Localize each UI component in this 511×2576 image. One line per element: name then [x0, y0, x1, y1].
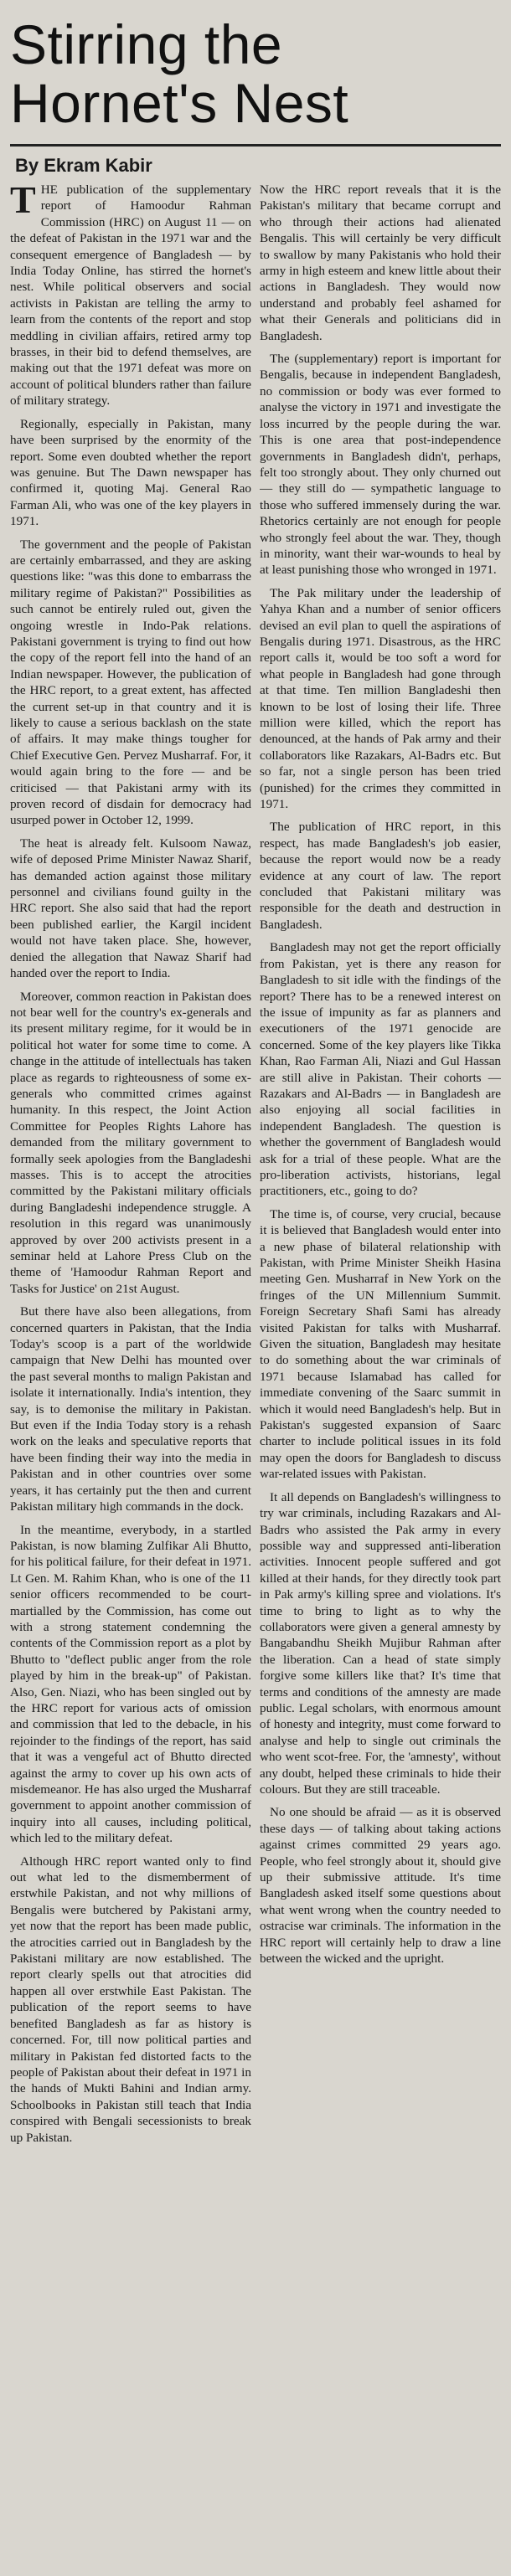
- article-paragraph: THE publication of the supplementary report of Hamoodur Rahman Commission (HRC) on August 11 — on the defeat of Pakistan in the 1971 war and the consequent emergence of Bangladesh — by India Today Online, has stirred the hornet's nest. While political observers and social activists in Pakistan are telling the army to learn from the contents of the report and stop meddling in civilian affairs, retired army top brasses, in their bid to defend themselves, are making out that the 1971 defeat was more on account of political blunders rather than failure of military strategy.: [10, 182, 251, 409]
- article-paragraph: Regionally, especially in Pakistan, many have been surprised by the enormity of the report. Some even doubted whether the report was genuine. But The Dawn newspaper has confirmed it, quoting Maj. General Rao Farman Ali, who was one of the key players in 1971.: [10, 416, 251, 529]
- article-paragraph: But there have also been allegations, from concerned quarters in Pakistan, that the India Today's scoop is a part of the worldwide campaign that New Delhi has mounted over the past several months to malign Pakistan and isolate it internationally. India's intention, they say, is to demonise the military in Pakistan. But even if the India Today story is a rehash work on the leaks and speculative reports that have been finding their way into the media in Pakistan and in other countries over some years, it has certainly put the then and current Pakistan military high commands in the dock.: [10, 1304, 251, 1514]
- drop-cap: T: [10, 182, 36, 221]
- article-paragraph: No one should be afraid — as it is observed these days — of talking about taking actions against crimes committed 29 years ago. People, who feel strongly about it, should give up their submissive attitude. It's time Bangladesh asked itself some questions about what went wrong when the country needed to ostracise war criminals. The information in the HRC report will certainly help to draw a line between the wicked and the upright.: [260, 1805, 501, 1967]
- byline-rule: [10, 144, 501, 147]
- article-paragraph: The government and the people of Pakistan are certainly embarrassed, and they are asking questions like: "was this done to embarrass the military regime of Pakistan?" Possibilities as such cannot be entirely ruled out, given the ongoing wrestle in Indo-Pak relations. Pakistani government is trying to find out how the copy of the report fell into the hand of an Indian newspaper. However, the publication of the HRC report, to a great extent, has affected the current set-up in that country and it is likely to cause a serious backlash on the state of affairs. It may make things tougher for Chief Executive Gen. Pervez Musharraf. For, it would again bring to the fore — and be criticised — that Pakistani army with its proven record of disdain for democracy had usurped power in October 12, 1999.: [10, 537, 251, 828]
- article-paragraph: Moreover, common reaction in Pakistan does not bear well for the country's ex-generals and its present military regime, for it would be in political hot water for some time to come. A change in the attitude of intellectuals has taken place as regards to righteousness of some ex-generals who committed crimes against humanity. In this respect, the Joint Action Committee for Peoples Rights Lahore has demanded from the military government to formally seek apologies from the Bangladeshi masses. This is to accept the atrocities committed by the Pakistani military officials during Bangladeshi independence struggle. A resolution in this regard was unanimously approved by over 200 activists present in a seminar held at Lahore Press Club on the theme of 'Hamoodur Rahman Report and Tasks for Justice' on 21st August.: [10, 989, 251, 1296]
- article-paragraph: The publication of HRC report, in this respect, has made Bangladesh's job easier, because the report would now be a ready evidence at any court of law. The report concluded that Pakistani military was responsible for the death and destruction in Bangladesh.: [260, 820, 501, 932]
- article-paragraph: In the meantime, everybody, in a startled Pakistan, is now blaming Zulfikar Ali Bhutto, for his political failure, for their defeat in 1971. Lt Gen. M. Rahim Khan, who is one of the 11 senior officers recommended to be court-martialled by the Commission, has come out with a strong statement condemning the contents of the Commission report as a plot by Bhutto to "deflect public anger from the role played by him in the break-up" of Pakistan. Also, Gen. Niazi, who has been singled out by the HRC report for various acts of omission and commission that led to the debacle, in his rejoinder to the findings of the report, has said that it was a vengeful act of Bhutto directed against the army to cover up his own acts of misdemeanor. He has also urged the Musharraf government to appoint another commission of inquiry into all causes, including political, which led to the military defeat.: [10, 1522, 251, 1846]
- article-headline: Stirring the Hornet's Nest: [10, 13, 349, 134]
- article-paragraph: The (supplementary) report is important for Bengalis, because in independent Bangladesh, no commission or body was ever formed to analyse the victory in 1971 and investigate the loss incurred by the people during the war. This is one area that post-independence governments in Bangladesh didn't, perhaps, felt too strongly about. They only churned out — they still do — sympathetic language to those who suffered immensely during the war. Rhetorics certainly are not enough for people who strongly feel about the war. They, though in minority, want their war-wounds to heal by at least punishing those who wronged in 1971.: [260, 352, 501, 578]
- article-body: [10, 182, 501, 2576]
- article-paragraph: The Pak military under the leadership of Yahya Khan and a number of senior officers devised an evil plan to quell the aspirations of Bengalis during 1971. Disastrous, as the HRC report calls it, would be too soft a word for what people in Bangladesh had gone through at that time. Ten million Bangladeshi then known to be lost of losing their life. Three million were killed, which the report has denounced, at the hands of Pak army and their collaborators like Razakars, Al-Badrs etc. But so far, not a single person has been tried (punished) for the crimes they committed in 1971.: [260, 585, 501, 812]
- article-paragraph: The time is, of course, very crucial, because it is believed that Bangladesh would enter into a new phase of bilateral relationship with Pakistan, with Prime Minister Sheikh Hasina meeting Gen. Musharraf in New York on the fringes of the UN Millennium Summit. Foreign Secretary Shafi Sami has already visited Pakistan for talks with Musharraf. Given the situation, Bangladesh may hesitate to do something about the war criminals of 1971 because Islamabad has called for immediate convening of the Saarc summit in which it would need Bangladesh's help. But in Pakistan's suggested expansion of Saarc charter to include political issues in its fold may open the doors for Bangladesh to discuss war-related issues with Pakistan.: [260, 1206, 501, 1482]
- article-paragraph: Now the HRC report reveals that it is the Pakistan's military that became corrupt and who through their actions had alienated Bengalis. This will certainly be very difficult to swallow by many Pakistanis who hold their army in high esteem and knew little about their actions in Bangladesh. They would now understand and probably feel ashamed for what their Generals and politicians did in Bangladesh.: [260, 183, 501, 343]
- article-byline: By Ekram Kabir: [15, 155, 152, 176]
- article-paragraph: The heat is already felt. Kulsoom Nawaz, wife of deposed Prime Minister Nawaz Sharif, has demanded action against those military personnel and civilians found guilty in the HRC report. She also said that had the report been published earlier, the Kargil incident would not have taken place. She, however, denied the allegation that Nawaz Sharif had handed over the report to India.: [10, 836, 251, 981]
- article-column-right: [260, 182, 501, 2576]
- article-paragraph: Bangladesh may not get the report officially from Pakistan, yet is there any reason for Bangladesh to sit idle with the findings of the report? There has to be a renewed interest on the issue of impunity as far as planners and executioners of the 1971 genocide are concerned. Some of the key players like Tikka Khan, Rao Farman Ali, Niazi and Gul Hassan are still alive in Pakistan. Their cohorts — Razakars and Al-Badrs — in Bangladesh are also enjoying all social facilities in independent Bangladesh. The question is whether the government of Bangladesh would ask for a trial of these people. What are the pro-liberation activists, historians, legal practitioners, etc., going to do?: [260, 940, 501, 1199]
- article-paragraph: It all depends on Bangladesh's willingness to try war criminals, including Razakars and Al-Badrs who assisted the Pak army in every possible way and suppressed anti-liberation activities. Innocent people suffered and got killed at their hands, for they directly took part in Pak army's killing spree and violations. It's time to bring to light as to why the collaborators were given a general amnesty by Bangabandhu Sheikh Mujibur Rahman after the liberation. Can a head of state simply forgive some killers like that? It's time that terms and conditions of the amnesty are made public. Legal scholars, with enormous amount of honesty and integrity, must come forward to analyse and help to single out criminals the who went scot-free. For, the 'amnesty', without any doubt, helped these criminals to hide their colours. But they are still traceable.: [260, 1489, 501, 1797]
- article-column-left: [10, 182, 251, 2576]
- article-paragraph: Although HRC report wanted only to find out what led to the dismemberment of erstwhile Pakistan, and not why millions of Bengalis were butchered by Pakistani army, yet now that the report has been made public, the atrocities carried out in Bangladesh by the Pakistani military are now established. The report clearly spells out that atrocities did happen all over erstwhile East Pakistan. The publication of the report seems to have benefited Bangladesh as far as history is concerned. For, till now political parties and military in Pakistan fed distorted facts to the people of Pakistan about their defeat in 1971 in the hands of Mukti Bahini and Indian army. Schoolbooks in Pakistan still teach that India conspired with Bengali secessionists to break up Pakistan.: [10, 1854, 251, 2145]
